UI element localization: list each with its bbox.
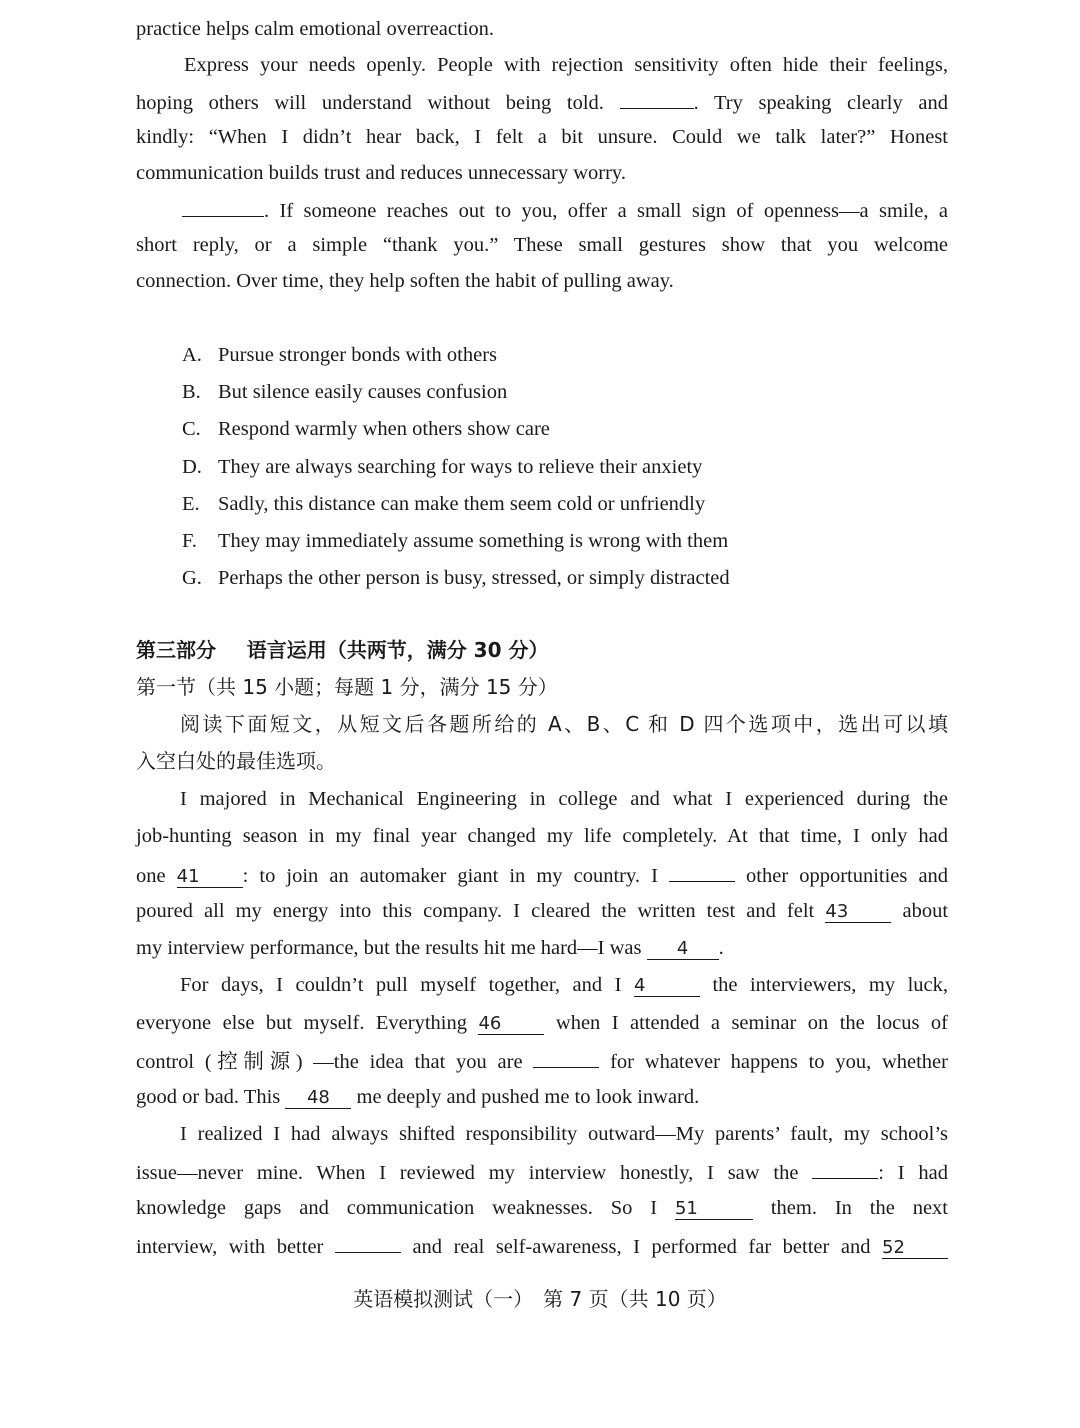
option-e[interactable] <box>182 491 705 517</box>
cloze-blank-50[interactable] <box>335 1232 401 1253</box>
cloze-text: when I attended a seminar on the locus of <box>555 1012 949 1034</box>
option-g[interactable] <box>182 565 730 591</box>
cloze-line <box>136 1047 948 1075</box>
cloze-text: the interviewers, my luck, <box>712 974 949 996</box>
option-letter: A. <box>182 344 202 366</box>
passage-line <box>136 88 948 116</box>
cloze-text: them. In the next <box>770 1197 949 1219</box>
cloze-text: for whatever happens to you, whether <box>610 1051 948 1073</box>
option-letter: D. <box>182 456 202 478</box>
passage-line: Express your needs openly. People with rejection sensitivity often hide their feelings, <box>184 54 948 76</box>
cloze-text: good or bad. This <box>136 1086 281 1108</box>
cloze-text: my interview performance, but the results hit me hard—I was <box>136 937 642 959</box>
instruction-line: 阅读下面短文，从短文后各题所给的 A、B、C 和 D 四个选项中，选出可以填 <box>180 712 948 736</box>
instruction-line: 入空白处的最佳选项。 <box>136 749 336 773</box>
cloze-line <box>136 1158 948 1186</box>
option-c[interactable] <box>182 416 550 442</box>
cloze-text: For days, I couldn’t pull myself together, and I <box>180 974 622 996</box>
option-text: They are always searching for ways to relieve their anxiety <box>218 456 703 478</box>
cloze-line: I realized I had always shifted responsibility outward—My parents’ fault, my school’s <box>180 1123 948 1145</box>
cloze-blank-46[interactable]: 46 <box>478 1014 544 1035</box>
passage-text: hoping others will understand without being told. <box>136 92 604 114</box>
page-footer: 英语模拟测试（一） 第 7 页（共 10 页） <box>353 1287 727 1311</box>
section-heading-title: 第三部分 <box>136 638 216 662</box>
cloze-text: everyone else but myself. Everything <box>136 1012 467 1034</box>
cloze-blank-43[interactable]: 43 <box>825 902 891 923</box>
cloze-text: interview, with better <box>136 1236 324 1258</box>
cloze-text: : to join an automaker giant in my country. I <box>242 865 658 887</box>
cloze-line <box>136 898 948 924</box>
cloze-blank-49[interactable] <box>812 1158 878 1179</box>
cloze-line <box>136 1010 948 1036</box>
cloze-blank-52[interactable]: 52 <box>882 1238 948 1259</box>
passage-line: connection. Over time, they help soften the habit of pulling away. <box>136 270 674 292</box>
cloze-text: . <box>718 937 724 959</box>
answer-blank-37[interactable] <box>620 88 694 109</box>
cloze-line: job-hunting season in my final year changed my life completely. At that time, I only had <box>136 825 948 847</box>
cloze-line <box>136 935 948 961</box>
cloze-line: I majored in Mechanical Engineering in college and what I experienced during the <box>180 788 948 810</box>
passage-line: practice helps calm emotional overreaction. <box>136 18 495 40</box>
option-b[interactable] <box>182 379 507 405</box>
subsection-heading: 第一节（共 15 小题；每题 1 分，满分 15 分） <box>136 675 558 699</box>
cloze-text: me deeply and pushed me to look inward. <box>356 1086 700 1108</box>
option-text: Pursue stronger bonds with others <box>218 344 498 366</box>
cloze-blank-44[interactable]: 4 <box>647 939 719 960</box>
cloze-line <box>136 861 948 889</box>
passage-line: kindly: “When I didn’t hear back, I felt a bit unsure. Could we talk later?” Honest <box>136 126 948 148</box>
section-heading-detail: 语言运用（共两节，满分 30 分） <box>246 638 549 662</box>
option-text: They may immediately assume something is wrong with them <box>218 530 729 552</box>
section-heading <box>136 636 948 664</box>
cloze-blank-47[interactable] <box>533 1047 599 1068</box>
option-letter: G. <box>182 567 202 589</box>
option-letter: C. <box>182 418 201 440</box>
option-letter: F. <box>182 530 197 552</box>
passage-line <box>182 196 948 224</box>
option-text: Sadly, this distance can make them seem cold or unfriendly <box>218 493 706 515</box>
cloze-text: other opportunities and <box>746 865 949 887</box>
cloze-line <box>180 972 948 998</box>
option-text: Respond warmly when others show care <box>218 418 550 440</box>
cloze-blank-42[interactable] <box>669 861 735 882</box>
cloze-text: one <box>136 865 166 887</box>
passage-line: communication builds trust and reduces unnecessary worry. <box>136 162 626 184</box>
cloze-text: control (控制源) —the idea that you are <box>136 1051 523 1073</box>
option-text: Perhaps the other person is busy, stressed, or simply distracted <box>218 567 730 589</box>
option-letter: B. <box>182 381 201 403</box>
answer-blank-40[interactable] <box>182 196 264 217</box>
cloze-blank-51[interactable]: 51 <box>675 1199 753 1220</box>
option-letter: E. <box>182 493 200 515</box>
cloze-line <box>136 1084 948 1110</box>
cloze-blank-48[interactable]: 48 <box>285 1088 351 1109</box>
cloze-text: and real self-awareness, I performed far better and <box>412 1236 871 1258</box>
passage-text: . Try speaking clearly and <box>693 92 948 114</box>
option-text: But silence easily causes confusion <box>218 381 508 403</box>
cloze-blank-41[interactable]: 41 <box>177 867 243 888</box>
cloze-line <box>136 1232 948 1260</box>
option-d[interactable] <box>182 454 702 480</box>
cloze-line <box>136 1195 948 1221</box>
cloze-text: poured all my energy into this company. I cleared the written test and felt <box>136 900 815 922</box>
option-f[interactable] <box>182 528 728 554</box>
cloze-text: about <box>902 900 949 922</box>
cloze-text: : I had <box>878 1162 949 1184</box>
cloze-text: issue—never mine. When I reviewed my interview honestly, I saw the <box>136 1162 799 1184</box>
option-a[interactable] <box>182 342 497 368</box>
cloze-blank-45[interactable]: 4 <box>634 976 700 997</box>
passage-text: . If someone reaches out to you, offer a small sign of openness—a smile, a <box>264 200 948 222</box>
passage-line: short reply, or a simple “thank you.” These small gestures show that you welcome <box>136 234 948 256</box>
cloze-text: knowledge gaps and communication weaknesses. So I <box>136 1197 658 1219</box>
